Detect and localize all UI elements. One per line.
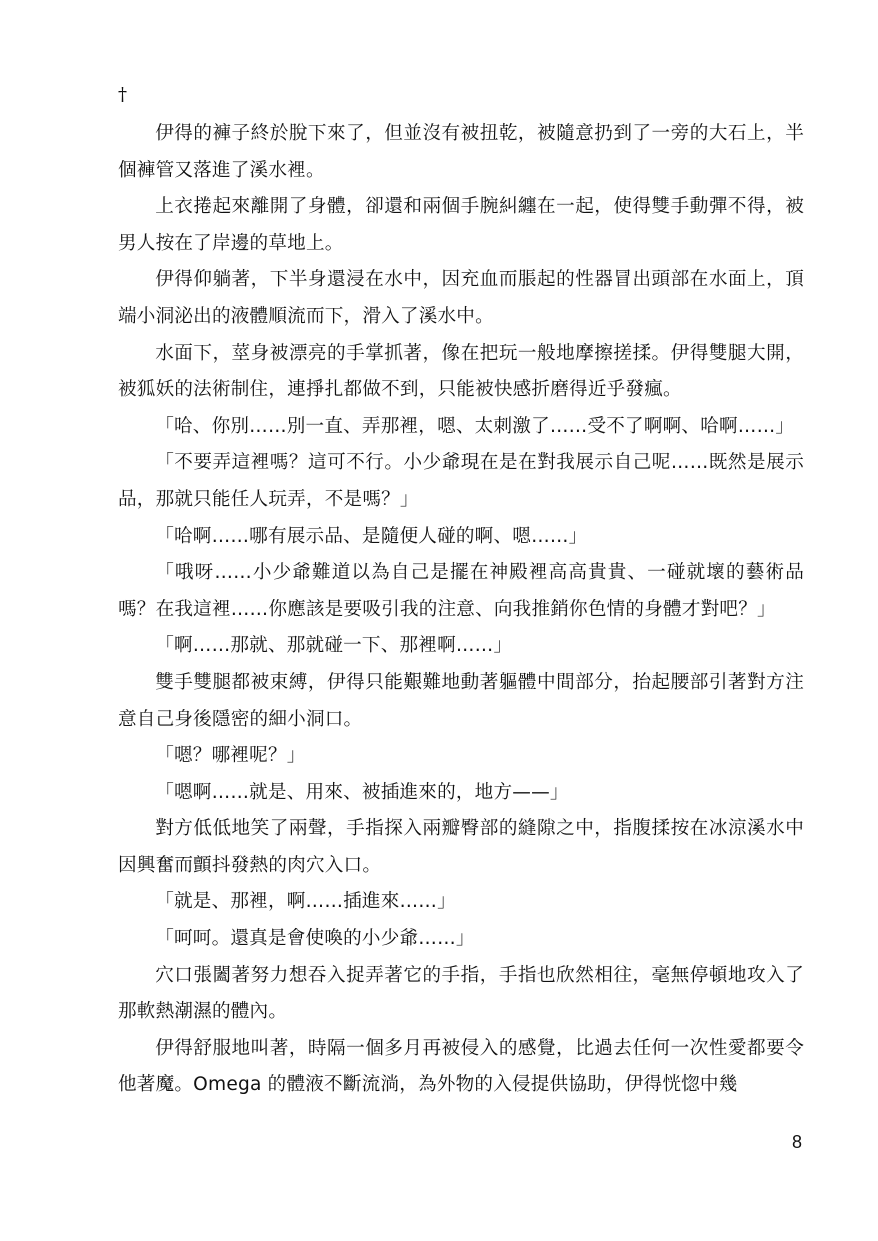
dialogue-line: 「呵呵。還真是會使喚的小少爺……」 bbox=[155, 928, 475, 950]
paragraph: 水面下，莖身被漂亮的手掌抓著，像在把玩一般地摩擦搓揉。伊得雙腿大開，被狐妖的法術制住，連掙扎都做不到，只能被快感折磨得近乎發瘋。 bbox=[118, 342, 804, 401]
dialogue-line: 「嗯啊……就是、用來、被插進來的，地方——」 bbox=[155, 781, 569, 803]
dialogue-line: 「不要弄這裡嗎？這可不行。小少爺現在是在對我展示自己呢……既然是展示品，那就只能任人玩弄，不是嗎？」 bbox=[118, 452, 804, 510]
page-number: 8 bbox=[791, 1132, 802, 1152]
paragraph: 伊得舒服地叫著，時隔一個多月再被侵入的感覺，比過去任何一次性愛都要令他著魔。Omega 的體液不斷流淌，為外物的入侵提供協助，伊得恍惚中幾 bbox=[118, 1037, 804, 1096]
dialogue-line: 「哈、你別……別一直、弄那裡，嗯、太刺激了……受不了啊啊、哈啊……」 bbox=[155, 415, 795, 437]
paragraph: 穴口張闔著努力想吞入捉弄著它的手指，手指也欣然相往，毫無停頓地攻入了那軟熱潮濕的體內。 bbox=[118, 964, 804, 1023]
body-text bbox=[118, 116, 804, 1104]
dialogue-line: 「啊……那就、那就碰一下、那裡啊……」 bbox=[155, 635, 513, 657]
dialogue-line: 「哦呀……小少爺難道以為自己是擺在神殿裡高高貴貴、一碰就壞的藝術品嗎？在我這裡……你應該是要吸引我的注意、向我推銷你色情的身體才對吧？」 bbox=[118, 562, 804, 620]
dialogue-line: 「嗯？哪裡呢？」 bbox=[155, 745, 306, 767]
paragraph: 上衣捲起來離開了身體，卻還和兩個手腕糾纏在一起，使得雙手動彈不得，被男人按在了岸邊的草地上。 bbox=[118, 196, 804, 254]
dialogue-line: 「就是、那裡，啊……插進來……」 bbox=[155, 891, 456, 913]
paragraph: 雙手雙腿都被束縛，伊得只能艱難地動著軀體中間部分，抬起腰部引著對方注意自己身後隱密的細小洞口。 bbox=[118, 671, 804, 730]
dagger-marker: † bbox=[118, 84, 127, 105]
dialogue-line: 「哈啊……哪有展示品、是隨便人碰的啊、嗯……」 bbox=[155, 525, 588, 547]
paragraph: 對方低低地笑了兩聲，手指探入兩瓣臀部的縫隙之中，指腹揉按在冰涼溪水中因興奮而顫抖發熱的肉穴入口。 bbox=[118, 818, 804, 876]
paragraph: 伊得的褲子終於脫下來了，但並沒有被扭乾，被隨意扔到了一旁的大石上，半個褲管又落進了溪水裡。 bbox=[118, 123, 804, 181]
paragraph: 伊得仰躺著，下半身還浸在水中，因充血而脹起的性器冒出頭部在水面上，頂端小洞泌出的液體順流而下，滑入了溪水中。 bbox=[118, 269, 804, 327]
